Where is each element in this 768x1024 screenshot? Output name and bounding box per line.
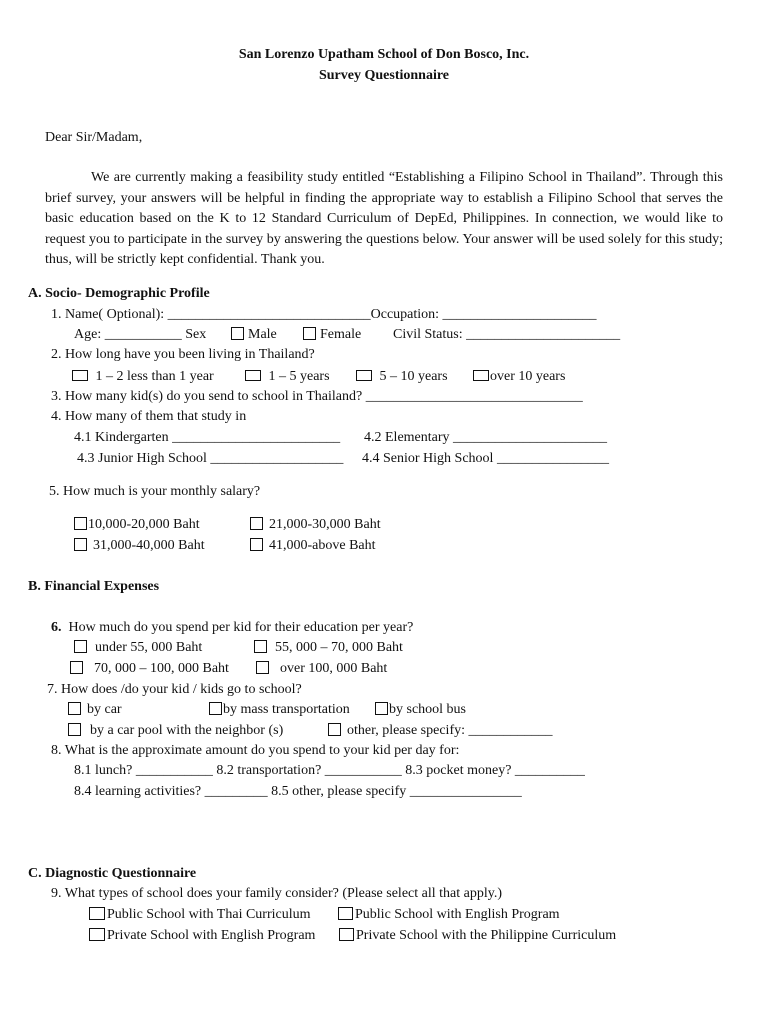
q9-option-2-label: Public School with English Program bbox=[355, 907, 560, 922]
q4-junior-high: 4.3 Junior High School ___________________ bbox=[77, 451, 344, 466]
q4-kindergarten: 4.1 Kindergarten ________________________ bbox=[74, 430, 341, 445]
q7-option-mass[interactable] bbox=[209, 701, 350, 719]
q5-question: 5. How much is your monthly salary? bbox=[49, 484, 261, 499]
q2-option-2-label: 1 – 5 years bbox=[268, 369, 330, 384]
female-label: Female bbox=[320, 327, 362, 342]
q1-name-occupation: 1. Name( Optional): _____________________________Occupation: ______________________ bbox=[51, 307, 597, 322]
q6-option-2-label: 55, 000 – 70, 000 Baht bbox=[275, 640, 403, 655]
q7-option-bus-label: by school bus bbox=[389, 702, 466, 717]
section-b-heading: B. Financial Expenses bbox=[28, 579, 160, 594]
q1-age-sex: Age: ___________ Sex bbox=[74, 327, 207, 342]
checkbox-q6-3[interactable] bbox=[70, 661, 83, 674]
q5-option-3-label: 31,000-40,000 Baht bbox=[93, 538, 205, 553]
q7-option-bus[interactable] bbox=[375, 701, 466, 719]
checkbox-q7-car[interactable] bbox=[68, 702, 81, 715]
q2-option-1[interactable] bbox=[72, 368, 214, 386]
q6-option-4[interactable] bbox=[256, 660, 387, 678]
q4-senior-high: 4.4 Senior High School ________________ bbox=[362, 451, 609, 466]
q6-text: How much do you spend per kid for their education per year? bbox=[68, 620, 414, 635]
q7-option-car-label: by car bbox=[87, 702, 122, 717]
q6-question bbox=[51, 619, 413, 637]
q5-option-4-label: 41,000-above Baht bbox=[269, 538, 376, 553]
checkbox-q9-2[interactable] bbox=[338, 907, 353, 920]
q2-option-3-label: 5 – 10 years bbox=[379, 369, 448, 384]
q5-option-2[interactable] bbox=[250, 516, 381, 534]
q8-row-2: 8.4 learning activities? _________ 8.5 other, please specify ________________ bbox=[74, 784, 522, 799]
checkbox-q5-3[interactable] bbox=[74, 538, 87, 551]
q7-option-carpool[interactable] bbox=[68, 722, 283, 740]
q6-option-4-label: over 100, 000 Baht bbox=[280, 661, 388, 676]
checkbox-q5-1[interactable] bbox=[74, 517, 87, 530]
q9-question: 9. What types of school does your family consider? (Please select all that apply.) bbox=[51, 886, 502, 901]
letter-body: We are currently making a feasibility study entitled “Establishing a Filipino School in Thailand”. Through this brief survey, your answers will be helpful in finding the appropriate way to establish a Filipino School that serves the basic education based on the K to 12 Standard Curriculum of DepEd, Philippines. In connection, we would like to request you to participate in the survey by answering the questions below. Your answer will be used solely for this study; thus, will be strictly kept confidential. Thank you. bbox=[45, 170, 723, 267]
salutation: Dear Sir/Madam, bbox=[45, 130, 143, 145]
q2-option-4[interactable] bbox=[473, 368, 565, 386]
q8-question: 8. What is the approximate amount do you spend to your kid per day for: bbox=[51, 743, 460, 758]
q6-option-2[interactable] bbox=[254, 639, 403, 657]
checkbox-q5-4[interactable] bbox=[250, 538, 263, 551]
q6-option-3[interactable] bbox=[70, 660, 229, 678]
q7-option-other-label: other, please specify: ____________ bbox=[347, 723, 553, 738]
sex-male-option[interactable] bbox=[231, 326, 277, 344]
checkbox-q9-4[interactable] bbox=[339, 928, 354, 941]
sex-female-option[interactable] bbox=[303, 326, 361, 344]
q9-option-2[interactable] bbox=[338, 906, 560, 924]
checkbox-q7-bus[interactable] bbox=[375, 702, 388, 715]
q7-question: 7. How does /do your kid / kids go to school? bbox=[47, 682, 302, 697]
q3-question: 3. How many kid(s) do you send to school in Thailand? _______________________________ bbox=[51, 389, 583, 404]
checkbox-q2-1[interactable] bbox=[72, 370, 88, 381]
school-name: San Lorenzo Upatham School of Don Bosco, Inc. bbox=[238, 47, 530, 62]
q5-option-1[interactable] bbox=[74, 516, 200, 534]
checkbox-q7-carpool[interactable] bbox=[68, 723, 81, 736]
checkbox-q9-1[interactable] bbox=[89, 907, 105, 920]
q2-option-3[interactable] bbox=[356, 368, 448, 386]
q9-option-1-label: Public School with Thai Curriculum bbox=[107, 907, 311, 922]
checkbox-q7-mass[interactable] bbox=[209, 702, 222, 715]
document-title: Survey Questionnaire bbox=[318, 68, 450, 83]
checkbox-male[interactable] bbox=[231, 327, 244, 340]
section-a-heading: A. Socio- Demographic Profile bbox=[28, 286, 210, 301]
checkbox-q7-other[interactable] bbox=[328, 723, 341, 736]
q6-option-1[interactable] bbox=[74, 639, 202, 657]
q7-option-car[interactable] bbox=[68, 701, 122, 719]
q7-option-mass-label: by mass transportation bbox=[223, 702, 350, 717]
checkbox-q6-2[interactable] bbox=[254, 640, 267, 653]
q2-option-1-label: 1 – 2 less than 1 year bbox=[95, 369, 214, 384]
civil-status-field: Civil Status: ______________________ bbox=[393, 327, 621, 342]
q6-option-3-label: 70, 000 – 100, 000 Baht bbox=[94, 661, 229, 676]
q9-option-4[interactable] bbox=[339, 927, 616, 945]
q4-elementary: 4.2 Elementary ______________________ bbox=[364, 430, 608, 445]
q6-option-1-label: under 55, 000 Baht bbox=[95, 640, 203, 655]
q6-number: 6. bbox=[51, 620, 62, 635]
q5-option-3[interactable] bbox=[74, 537, 205, 555]
q9-option-3[interactable] bbox=[89, 927, 315, 945]
q7-option-carpool-label: by a car pool with the neighbor (s) bbox=[90, 723, 284, 738]
q4-question: 4. How many of them that study in bbox=[51, 409, 247, 424]
male-label: Male bbox=[248, 327, 277, 342]
checkbox-q5-2[interactable] bbox=[250, 517, 263, 530]
q5-option-1-label: 10,000-20,000 Baht bbox=[88, 517, 200, 532]
q5-option-2-label: 21,000-30,000 Baht bbox=[269, 517, 381, 532]
q2-option-4-label: over 10 years bbox=[490, 369, 566, 384]
checkbox-q2-3[interactable] bbox=[356, 370, 372, 381]
section-c-heading: C. Diagnostic Questionnaire bbox=[28, 866, 197, 881]
q5-option-4[interactable] bbox=[250, 537, 376, 555]
checkbox-female[interactable] bbox=[303, 327, 316, 340]
checkbox-q6-4[interactable] bbox=[256, 661, 269, 674]
q9-option-4-label: Private School with the Philippine Curriculum bbox=[356, 928, 617, 943]
checkbox-q2-4[interactable] bbox=[473, 370, 489, 381]
q8-row-1: 8.1 lunch? ___________ 8.2 transportation? ___________ 8.3 pocket money? __________ bbox=[74, 763, 585, 778]
q2-option-2[interactable] bbox=[245, 368, 330, 386]
checkbox-q6-1[interactable] bbox=[74, 640, 87, 653]
q9-option-3-label: Private School with English Program bbox=[107, 928, 316, 943]
q7-option-other[interactable] bbox=[328, 722, 553, 740]
checkbox-q2-2[interactable] bbox=[245, 370, 261, 381]
q9-option-1[interactable] bbox=[89, 906, 311, 924]
checkbox-q9-3[interactable] bbox=[89, 928, 105, 941]
q2-question: 2. How long have you been living in Thailand? bbox=[51, 347, 315, 362]
